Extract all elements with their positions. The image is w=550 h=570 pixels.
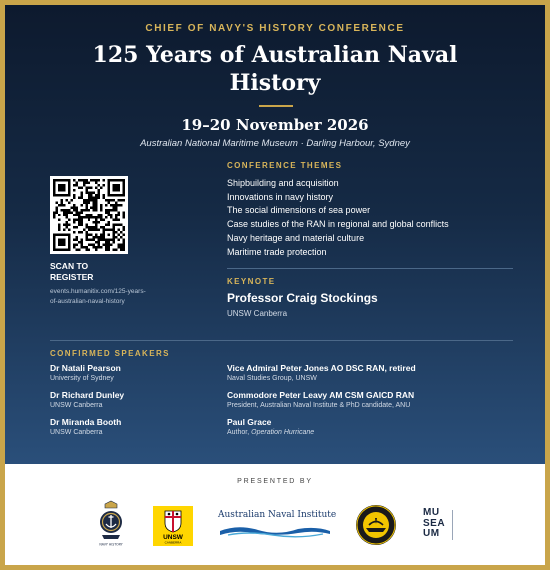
speaker-affiliation: UNSW Canberra [50, 402, 103, 409]
australian-naval-institute-logo [218, 510, 337, 540]
unsw-crest-icon [153, 506, 193, 546]
theme-item: Maritime trade protection [227, 246, 327, 257]
naval-historical-society-logo [355, 504, 397, 546]
speaker-affiliation: UNSW Canberra [50, 429, 103, 436]
speaker-entry [227, 417, 314, 438]
qr-code-graphic [53, 179, 125, 251]
gold-divider [259, 105, 293, 107]
registration-qr-code[interactable] [50, 176, 128, 254]
unsw-wordmark: UNSW [163, 534, 183, 541]
presented-by-label: PRESENTED BY [237, 478, 313, 485]
registration-link-line2: of-australian-naval-history [50, 298, 125, 305]
scan-label-line2: REGISTER [50, 272, 94, 282]
speaker-name: Commodore Peter Leavy AM CSM GAICD RAN [227, 390, 415, 400]
speakers-heading: CONFIRMED SPEAKERS [50, 349, 170, 358]
theme-item: Shipbuilding and acquisition [227, 178, 339, 188]
museum-wordmark-line: SEA [423, 517, 446, 529]
conference-venue: Australian National Maritime Museum · Darling Harbour, Sydney [140, 138, 410, 149]
book-title: Operation Hurricane [251, 429, 315, 436]
speaker-entry [227, 390, 414, 411]
keynote-heading: KEYNOTE [227, 277, 276, 286]
speaker-name: Vice Admiral Peter Jones AO DSC RAN, retired [227, 363, 416, 373]
speaker-entry [50, 417, 121, 438]
speaker-affiliation [227, 428, 314, 438]
conference-kicker: CHIEF OF NAVY'S HISTORY CONFERENCE [145, 23, 405, 34]
themes-heading: CONFERENCE THEMES [227, 161, 343, 170]
ani-wave-icon [218, 522, 333, 538]
navy-crest-icon [93, 500, 129, 548]
conference-title: 125 Years of Australian Naval History [92, 42, 458, 96]
unsw-canberra-logo [153, 506, 193, 546]
section-divider [227, 268, 513, 269]
speaker-name: Paul Grace [227, 417, 272, 427]
keynote-speaker-name: Professor Craig Stockings [227, 291, 378, 305]
maritime-museum-logo [423, 508, 463, 544]
speaker-name: Dr Natali Pearson [50, 363, 121, 373]
speaker-name: Dr Miranda Booth [50, 417, 122, 427]
theme-item: Case studies of the RAN in regional and global conflicts [227, 219, 449, 230]
registration-link[interactable] [50, 287, 170, 307]
conference-poster [5, 5, 545, 565]
section-divider [50, 340, 513, 341]
scan-label-line1: SCAN TO [50, 261, 89, 271]
registration-link-line1: events.humanitix.com/125-years- [50, 288, 146, 295]
museum-wordmark-line: MU [423, 507, 440, 518]
navy-crest-caption: NAVY HISTORY [99, 542, 123, 547]
theme-item: Innovations in navy history [227, 191, 334, 202]
speaker-entry [227, 363, 416, 384]
navy-history-logo [93, 500, 129, 548]
sponsors-panel [5, 464, 545, 565]
museum-wordmark-line: UM [423, 528, 440, 539]
speaker-entry [50, 363, 121, 384]
ani-wordmark: Australian Naval Institute [218, 510, 337, 520]
theme-item: Navy heritage and material culture [227, 232, 365, 243]
speaker-affiliation: President, Australian Naval Institute & PhD candidate, ANU [227, 402, 411, 409]
conference-dates: 19–20 November 2026 [181, 116, 369, 134]
speaker-affiliation: Naval Studies Group, UNSW [227, 375, 317, 382]
theme-item: The social dimensions of sea power [227, 205, 371, 216]
poster-header-panel [5, 5, 545, 464]
speaker-entry [50, 390, 124, 411]
speaker-affiliation-prefix: Author, [227, 429, 252, 436]
scan-to-register-label [50, 261, 160, 283]
themes-list [227, 177, 527, 259]
speaker-affiliation: University of Sydney [50, 375, 114, 382]
speaker-name: Dr Richard Dunley [50, 390, 125, 400]
museum-divider [452, 510, 458, 540]
keynote-speaker-affiliation: UNSW Canberra [227, 309, 288, 318]
unsw-sub: CANBERRA [164, 540, 182, 545]
society-badge-icon [355, 504, 397, 546]
